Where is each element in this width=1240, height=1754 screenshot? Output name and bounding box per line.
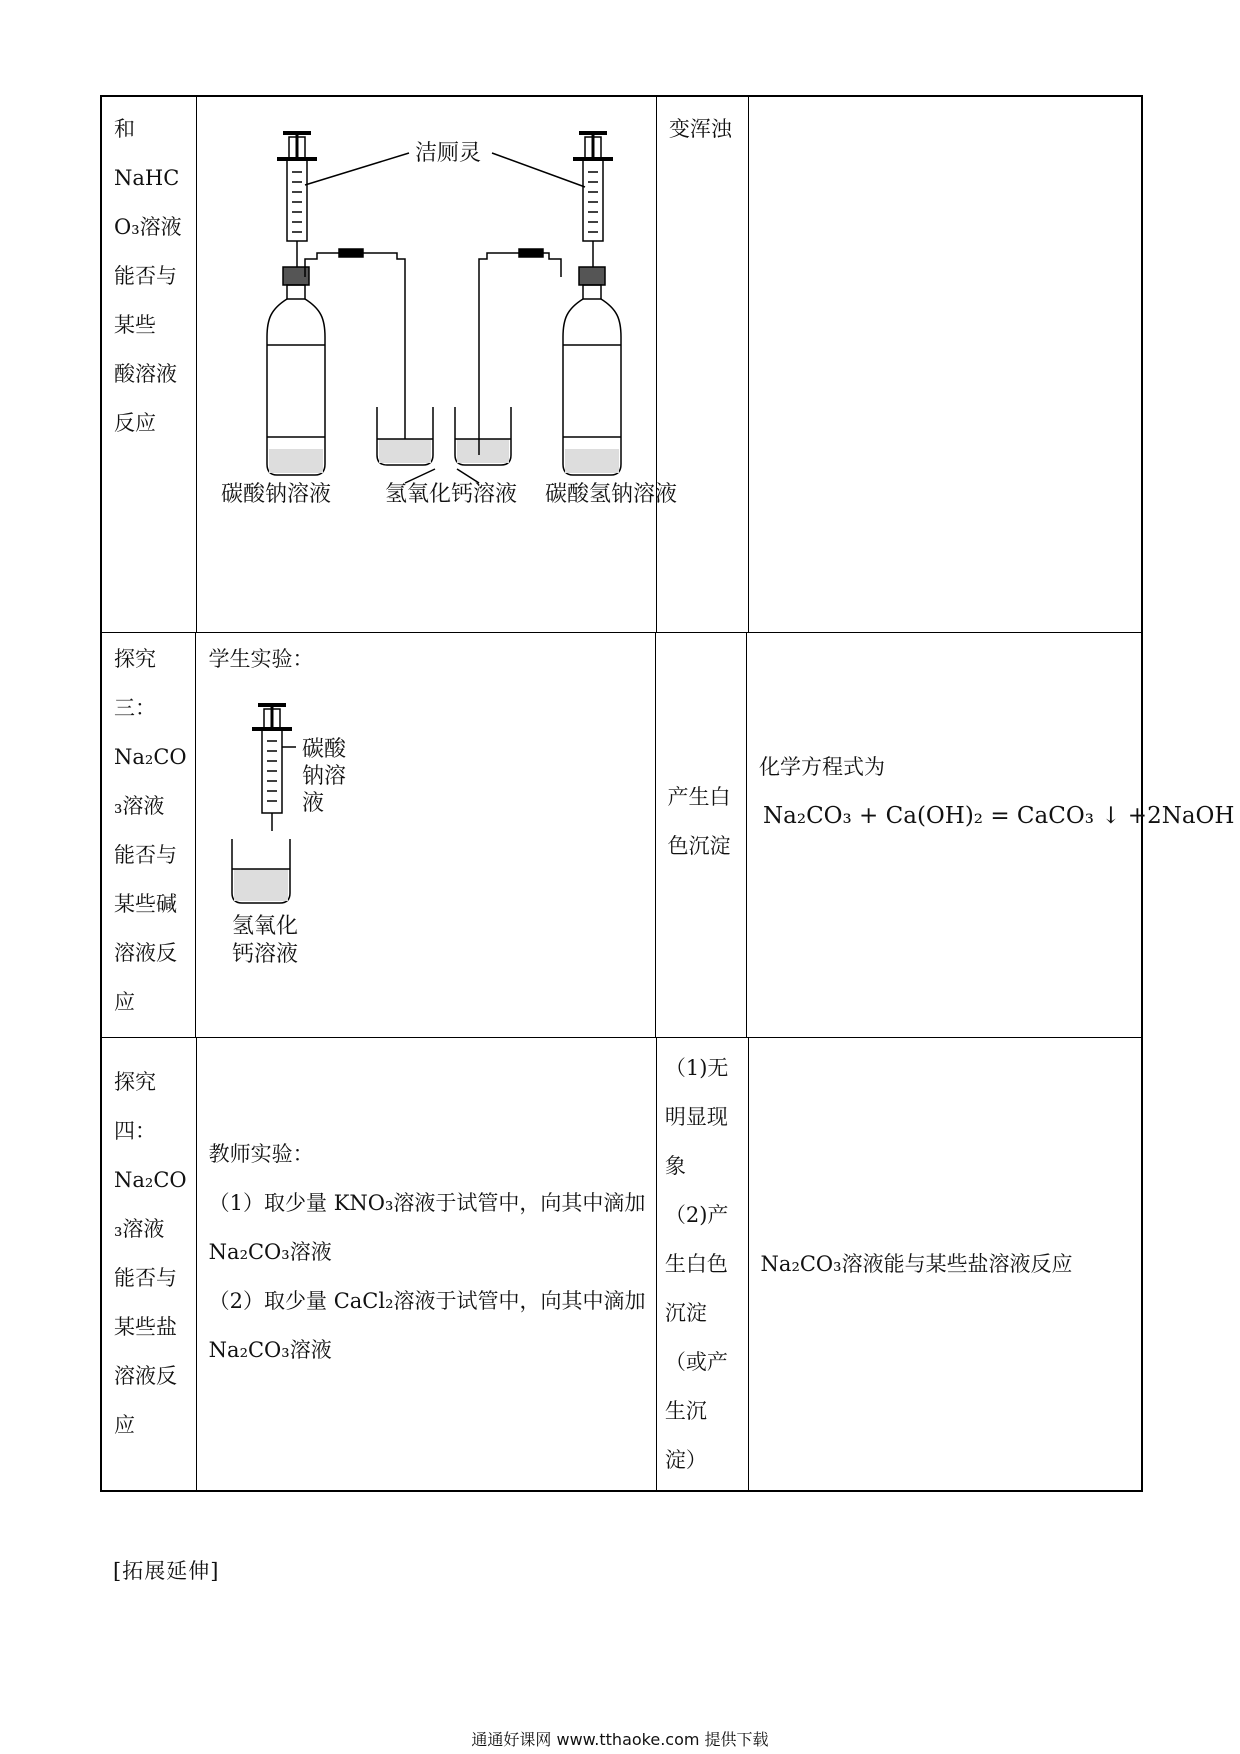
base-reaction-apparatus-diagram: [196, 633, 658, 1038]
procedure-cell: [195, 633, 654, 1037]
label-right-bottle: 碳酸氢钠溶液: [544, 482, 677, 507]
label-syringe-3: 液: [302, 791, 325, 816]
table-row: [102, 1037, 1141, 1490]
procedure-cell: 教师实验： （1）取少量 KNO₃溶液于试管中，向其中滴加 Na₂CO₃溶液 （2）取少量 CaCl₂溶液于试管中，向其中滴加 Na₂CO₃溶液: [196, 1038, 656, 1490]
conclusion-text: Na₂CO₃溶液能与某些盐溶液反应: [760, 1252, 1073, 1276]
label-beakers: 氢氧化钙溶液: [384, 482, 517, 507]
experiment-table: [100, 95, 1235, 1492]
conclusion-cell: [748, 1038, 1141, 1490]
phenomenon-cell: （1)无 明显现 象 （2)产 生白色 沉淀 （或产 生沉 淀）: [656, 1038, 748, 1490]
procedure-title: 学生实验：: [208, 647, 314, 671]
footer: 通通好课网 www.tthaoke.com 提供下载: [471, 1730, 769, 1749]
label-left-bottle: 碳酸钠溶液: [220, 482, 331, 507]
conclusion-title: 化学方程式为: [759, 755, 886, 779]
label-syringe-2: 钠溶: [302, 764, 347, 789]
label-syringe-1: 碳酸: [302, 737, 347, 762]
label-beaker-2: 钙溶液: [232, 942, 299, 967]
procedure-cell: [196, 97, 677, 632]
topic-cell: 探究 四： Na₂CO ₃溶液 能否与 某些盐 溶液反 应: [114, 1070, 187, 1437]
topic-cell: 和 NaHC O₃溶液 能否与 某些 酸溶液 反应: [114, 117, 182, 435]
topic-cell: 探究 三： Na₂CO ₃溶液 能否与 某些碱 溶液反 应: [114, 647, 187, 1014]
section-heading: [拓展延伸]: [113, 1559, 220, 1583]
phenomenon-cell: 产生白 色沉淀: [655, 633, 746, 1037]
phenomenon-cell: 变浑浊: [656, 97, 748, 632]
table-row: [102, 632, 1235, 1037]
label-beaker-1: 氢氧化: [232, 914, 299, 939]
chemical-equation: Na₂CO₃ + Ca(OH)₂ = CaCO₃ ↓ +2NaOH: [763, 803, 1235, 829]
acid-reaction-apparatus-diagram: [197, 97, 677, 632]
table-row: [102, 97, 1141, 632]
conclusion-cell: [746, 633, 1235, 1037]
conclusion-cell: [748, 97, 1141, 632]
label-cleaner: 洁厕灵: [414, 141, 481, 166]
